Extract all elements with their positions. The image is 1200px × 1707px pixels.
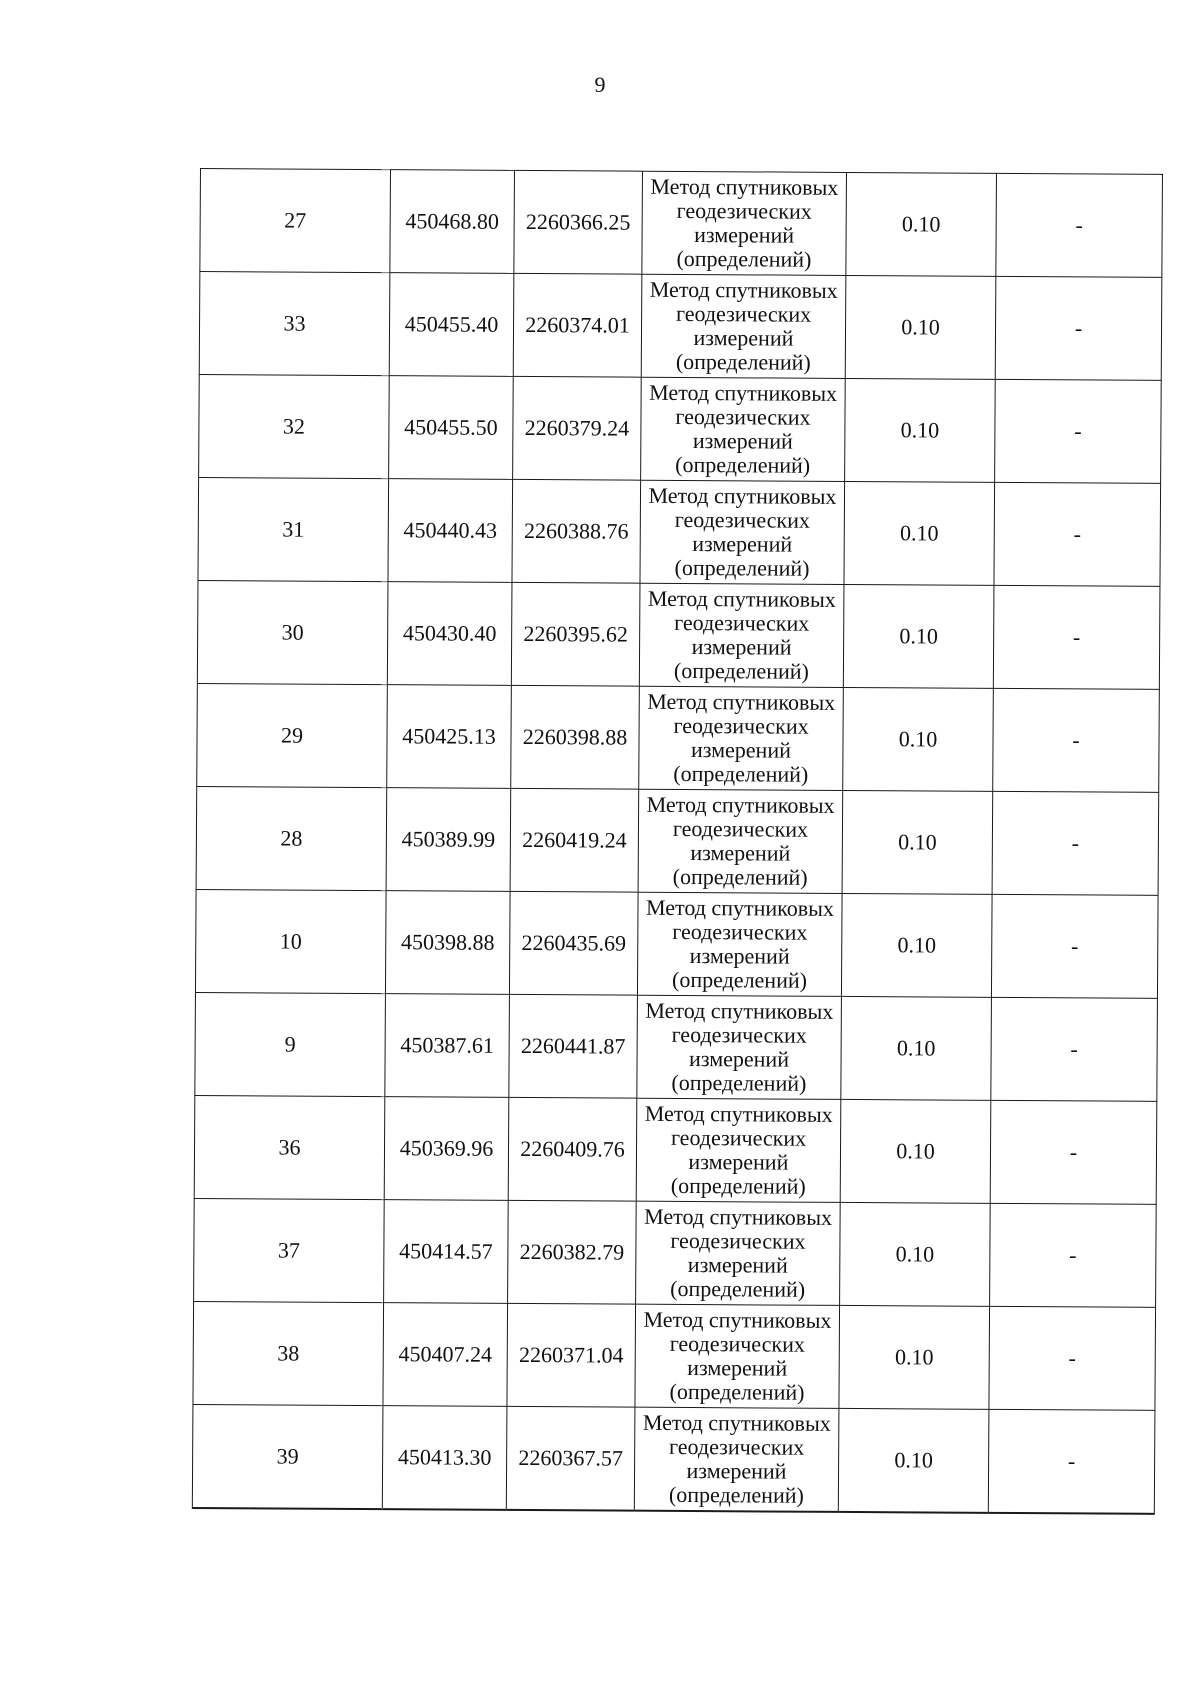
coordinate-y-cell: 2260371.04	[507, 1303, 636, 1407]
method-cell	[638, 789, 843, 893]
method-line: Метод спутниковых	[650, 173, 839, 200]
point-number-cell: 33	[199, 272, 390, 376]
point-number-cell: 32	[199, 374, 390, 478]
coordinate-y-cell: 2260388.76	[512, 479, 641, 583]
coordinate-y-cell: 2260367.57	[506, 1406, 635, 1510]
method-line: геодезических	[672, 918, 808, 945]
method-line: геодезических	[674, 609, 810, 636]
table-row	[192, 1404, 1155, 1513]
coordinate-y-cell: 2260379.24	[513, 376, 642, 480]
description-cell: -	[992, 791, 1159, 895]
method-line: (определений)	[672, 863, 808, 890]
method-line: измерений	[690, 737, 792, 763]
table-row	[200, 169, 1163, 278]
method-line: Метод спутниковых	[647, 688, 836, 715]
method-line: измерений	[692, 531, 793, 557]
table-row	[197, 683, 1160, 792]
coordinate-x-cell: 450455.50	[389, 376, 514, 480]
method-line: геодезических	[669, 1433, 805, 1460]
method-line: измерений	[694, 222, 795, 248]
description-cell: -	[993, 585, 1160, 689]
accuracy-cell: 0.10	[840, 1099, 991, 1203]
accuracy-cell: 0.10	[845, 378, 996, 482]
method-line: геодезических	[669, 1330, 805, 1357]
table-row	[193, 1301, 1156, 1410]
method-line: (определений)	[668, 1481, 804, 1508]
method-line: (определений)	[672, 966, 808, 993]
method-cell	[641, 274, 846, 378]
method-line: измерений	[688, 1149, 789, 1175]
coordinate-y-cell: 2260374.01	[513, 273, 642, 377]
accuracy-cell: 0.10	[841, 893, 992, 997]
description-cell: -	[991, 894, 1158, 998]
method-line: геодезических	[675, 403, 811, 430]
table-row	[194, 1095, 1157, 1204]
coordinate-x-cell: 450407.24	[383, 1303, 508, 1407]
method-line: (определений)	[675, 451, 811, 478]
method-line: Метод спутниковых	[642, 1409, 831, 1436]
accuracy-cell: 0.10	[840, 1202, 991, 1306]
method-cell	[636, 1201, 841, 1305]
table-row	[199, 272, 1162, 381]
method-cell	[642, 171, 847, 275]
method-line: (определений)	[673, 760, 809, 787]
coordinate-x-cell: 450398.88	[385, 891, 510, 995]
coordinate-y-cell: 2260395.62	[511, 582, 640, 686]
method-line: измерений	[686, 1457, 787, 1484]
method-line: измерений	[689, 1046, 790, 1072]
table-row	[196, 786, 1159, 895]
point-number-cell: 10	[195, 889, 386, 993]
table-row	[197, 580, 1160, 689]
coordinate-x-cell: 450414.57	[384, 1200, 509, 1304]
coordinate-y-cell: 2260382.79	[508, 1200, 637, 1304]
accuracy-cell: 0.10	[838, 1408, 989, 1512]
method-line: (определений)	[675, 348, 811, 375]
method-cell	[634, 1407, 839, 1511]
coordinate-y-cell: 2260419.24	[510, 788, 639, 892]
method-line: (определений)	[676, 245, 812, 272]
method-cell	[637, 995, 842, 1099]
coordinate-x-cell: 450425.13	[387, 685, 512, 789]
point-number-cell: 39	[192, 1404, 383, 1508]
point-number-cell: 30	[197, 580, 388, 684]
method-line: (определений)	[674, 554, 810, 581]
method-cell	[635, 1304, 840, 1408]
point-number-cell: 28	[196, 786, 387, 890]
accuracy-cell: 0.10	[844, 481, 995, 585]
method-line: измерений	[690, 840, 791, 866]
method-cell	[639, 686, 844, 790]
method-line: (определений)	[669, 1378, 805, 1405]
method-line: геодезических	[673, 712, 809, 739]
method-line: (определений)	[673, 657, 809, 684]
method-line: (определений)	[671, 1069, 807, 1096]
method-line: геодезических	[670, 1124, 807, 1151]
method-cell	[641, 377, 846, 481]
accuracy-cell: 0.10	[843, 584, 994, 688]
method-line: геодезических	[672, 815, 809, 842]
coordinate-x-cell: 450430.40	[387, 582, 512, 686]
method-line: геодезических	[675, 300, 812, 327]
coordinate-y-cell: 2260435.69	[509, 891, 638, 995]
description-cell: -	[993, 688, 1160, 792]
coordinate-x-cell: 450389.99	[386, 788, 511, 892]
page-number: 9	[594, 72, 606, 97]
coordinates-table-body	[192, 169, 1162, 1514]
method-line: (определений)	[670, 1172, 806, 1199]
method-line: Метод спутниковых	[645, 997, 834, 1024]
description-cell: -	[988, 1409, 1155, 1513]
description-cell: -	[996, 173, 1163, 277]
method-line: геодезических	[674, 506, 811, 533]
method-line: Метод спутниковых	[643, 1306, 832, 1333]
method-cell	[639, 583, 844, 687]
accuracy-cell: 0.10	[846, 172, 997, 276]
description-cell: -	[989, 1306, 1156, 1410]
coordinate-y-cell: 2260366.25	[514, 170, 643, 274]
coordinate-y-cell: 2260398.88	[511, 685, 640, 789]
coordinate-x-cell: 450440.43	[388, 479, 513, 583]
method-cell	[640, 480, 845, 584]
coordinate-x-cell: 450369.96	[384, 1097, 509, 1201]
table-row	[195, 992, 1158, 1101]
method-line: измерений	[691, 634, 792, 660]
method-line: Метод спутниковых	[646, 791, 835, 818]
method-line: измерений	[687, 1354, 788, 1381]
method-line: Метод спутниковых	[648, 482, 837, 509]
point-number-cell: 36	[194, 1095, 385, 1199]
coordinates-table	[192, 168, 1163, 1514]
coordinate-x-cell: 450455.40	[389, 273, 514, 377]
accuracy-cell: 0.10	[845, 275, 996, 379]
method-line: измерений	[693, 325, 794, 351]
coordinate-x-cell: 450468.80	[390, 170, 515, 274]
accuracy-cell: 0.10	[839, 1305, 990, 1409]
point-number-cell: 38	[193, 1301, 384, 1405]
description-cell: -	[990, 1203, 1157, 1307]
accuracy-cell: 0.10	[842, 790, 993, 894]
method-line: геодезических	[671, 1021, 807, 1048]
method-line: (определений)	[670, 1275, 806, 1302]
point-number-cell: 29	[197, 683, 388, 787]
method-line: геодезических	[670, 1227, 806, 1254]
description-cell: -	[990, 1100, 1157, 1204]
method-line: Метод спутниковых	[647, 585, 836, 612]
point-number-cell: 9	[195, 992, 386, 1096]
description-cell: -	[995, 276, 1162, 380]
point-number-cell: 27	[200, 169, 391, 273]
description-cell: -	[991, 997, 1158, 1101]
method-line: измерений	[692, 428, 793, 454]
method-line: измерений	[687, 1252, 788, 1278]
accuracy-cell: 0.10	[843, 687, 994, 791]
point-number-cell: 37	[194, 1198, 385, 1302]
method-line: Метод спутниковых	[645, 894, 834, 921]
coordinate-y-cell: 2260441.87	[509, 994, 638, 1098]
method-line: Метод спутниковых	[644, 1100, 833, 1127]
table-row	[195, 889, 1158, 998]
table-row	[199, 374, 1162, 483]
description-cell: -	[995, 379, 1162, 483]
method-line: измерений	[689, 943, 790, 969]
coordinate-x-cell: 450387.61	[385, 994, 510, 1098]
table-row	[198, 477, 1161, 586]
method-cell	[636, 1098, 841, 1202]
method-cell	[637, 892, 842, 996]
method-line: Метод спутниковых	[644, 1203, 833, 1230]
table-row	[194, 1198, 1157, 1307]
point-number-cell: 31	[198, 477, 389, 581]
method-line: Метод спутниковых	[649, 276, 838, 303]
description-cell: -	[994, 482, 1161, 586]
coordinate-y-cell: 2260409.76	[508, 1097, 637, 1201]
method-line: геодезических	[676, 197, 812, 224]
method-line: Метод спутниковых	[649, 379, 838, 406]
accuracy-cell: 0.10	[841, 996, 992, 1100]
coordinate-x-cell: 450413.30	[382, 1406, 507, 1510]
